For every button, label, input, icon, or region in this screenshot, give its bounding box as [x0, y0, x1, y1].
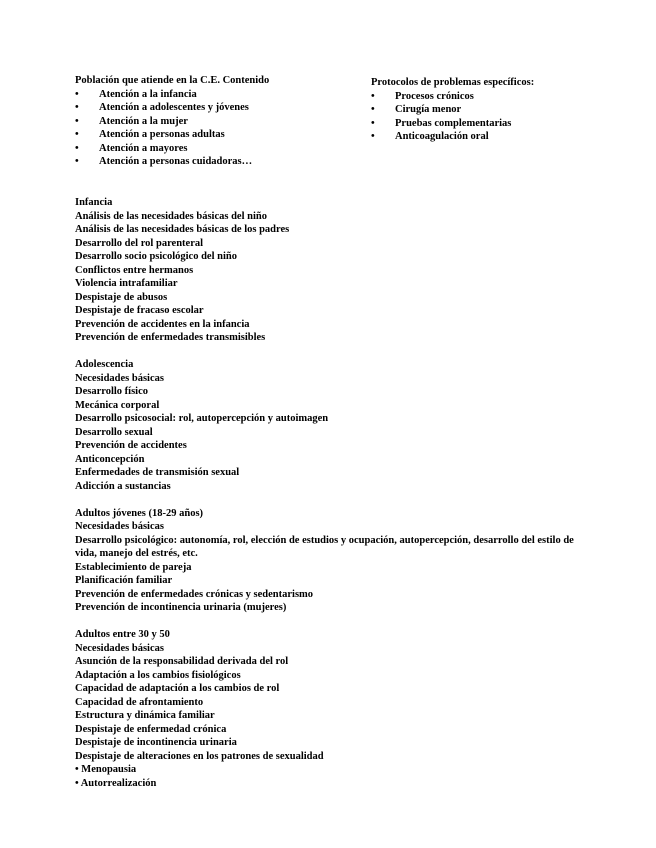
- sections-container: [75, 196, 575, 804]
- population-item: • Atención a la mujer: [75, 115, 345, 129]
- section-line: Planificación familiar: [75, 575, 173, 586]
- section-adolescencia: [75, 358, 575, 493]
- section-jovenes: [75, 507, 575, 615]
- protocol-item: • Anticoagulación oral: [371, 130, 611, 144]
- section-title: Adultos jóvenes (18-29 años): [75, 507, 204, 519]
- population-item: • Atención a adolescentes y jóvenes: [75, 101, 345, 115]
- section-line: Desarrollo socio psicológico del niño: [75, 251, 237, 262]
- protocols-heading: Protocolos de problemas específicos:: [371, 77, 535, 88]
- section-line: Desarrollo sexual: [75, 426, 153, 438]
- section-line: Adaptación a los cambios fisiológicos: [75, 669, 241, 681]
- protocol-item: • Pruebas complementarias: [371, 117, 611, 131]
- protocols-block: [371, 76, 611, 144]
- section-line: Despistaje de fracaso escolar: [75, 305, 204, 316]
- section-line: Estructura y dinámica familiar: [75, 710, 215, 721]
- section-line: Despistaje de alteraciones en los patrones de sexualidad: [75, 750, 324, 762]
- section-line: Necesidades básicas: [75, 372, 164, 384]
- section-line: Prevención de enfermedades crónicas y sedentarismo: [75, 588, 314, 600]
- protocol-item: • Cirugía menor: [371, 103, 611, 117]
- population-block: [75, 74, 345, 169]
- section-line: • Menopausia: [75, 764, 137, 775]
- section-line: • Autorrealización: [75, 777, 157, 789]
- section-line: Desarrollo del rol parenteral: [75, 237, 204, 249]
- section-line: Establecimiento de pareja: [75, 561, 192, 573]
- population-item: • Atención a mayores: [75, 142, 345, 156]
- section-line: Desarrollo físico: [75, 386, 148, 397]
- section-line: Análisis de las necesidades básicas de los padres: [75, 224, 290, 235]
- population-item: • Atención a personas cuidadoras…: [75, 155, 345, 169]
- section-line: Prevención de accidentes en la infancia: [75, 318, 250, 330]
- section-line: Mecánica corporal: [75, 399, 160, 411]
- section-line: Despistaje de abusos: [75, 291, 168, 303]
- population-item: • Atención a personas adultas: [75, 128, 345, 142]
- section-line: Capacidad de afrontamiento: [75, 696, 204, 708]
- section-title: Infancia: [75, 197, 113, 208]
- section-line: Despistaje de enfermedad crónica: [75, 723, 227, 735]
- section-title: Adultos entre 30 y 50: [75, 629, 170, 640]
- section-line: Despistaje de incontinencia urinaria: [75, 737, 237, 748]
- population-list: [75, 88, 345, 169]
- section-line: Necesidades básicas: [75, 521, 164, 532]
- section-line: Violencia intrafamiliar: [75, 278, 178, 289]
- section-line: Anticoncepción: [75, 453, 145, 465]
- section-adultos: [75, 628, 575, 790]
- section-line: Capacidad de adaptación a los cambios de rol: [75, 683, 280, 694]
- section-line: Enfermedades de transmisión sexual: [75, 467, 240, 478]
- section-line: Desarrollo psicosocial: rol, autopercepción y autoimagen: [75, 413, 329, 424]
- section-line: Análisis de las necesidades básicas del niño: [75, 210, 267, 222]
- section-line: Desarrollo psicológico: autonomía, rol, elección de estudios y ocupación, autopercepción, desarrollo del estilo de vida, manejo del estrés, etc.: [75, 534, 574, 559]
- section-line: Asunción de la responsabilidad derivada del rol: [75, 656, 289, 667]
- section-line: Prevención de accidentes: [75, 440, 187, 451]
- section-line: Necesidades básicas: [75, 642, 164, 654]
- section-line: Prevención de enfermedades transmisibles: [75, 332, 266, 343]
- section-line: Conflictos entre hermanos: [75, 264, 194, 276]
- population-heading: Población que atiende en la C.E. Contenido: [75, 75, 270, 86]
- section-line: Adicción a sustancias: [75, 480, 171, 492]
- protocol-item: • Procesos crónicos: [371, 90, 611, 104]
- section-infancia: [75, 196, 575, 345]
- section-line: Prevención de incontinencia urinaria (mujeres): [75, 602, 287, 613]
- section-title: Adolescencia: [75, 359, 134, 370]
- population-item: • Atención a la infancia: [75, 88, 345, 102]
- protocols-list: [371, 90, 611, 144]
